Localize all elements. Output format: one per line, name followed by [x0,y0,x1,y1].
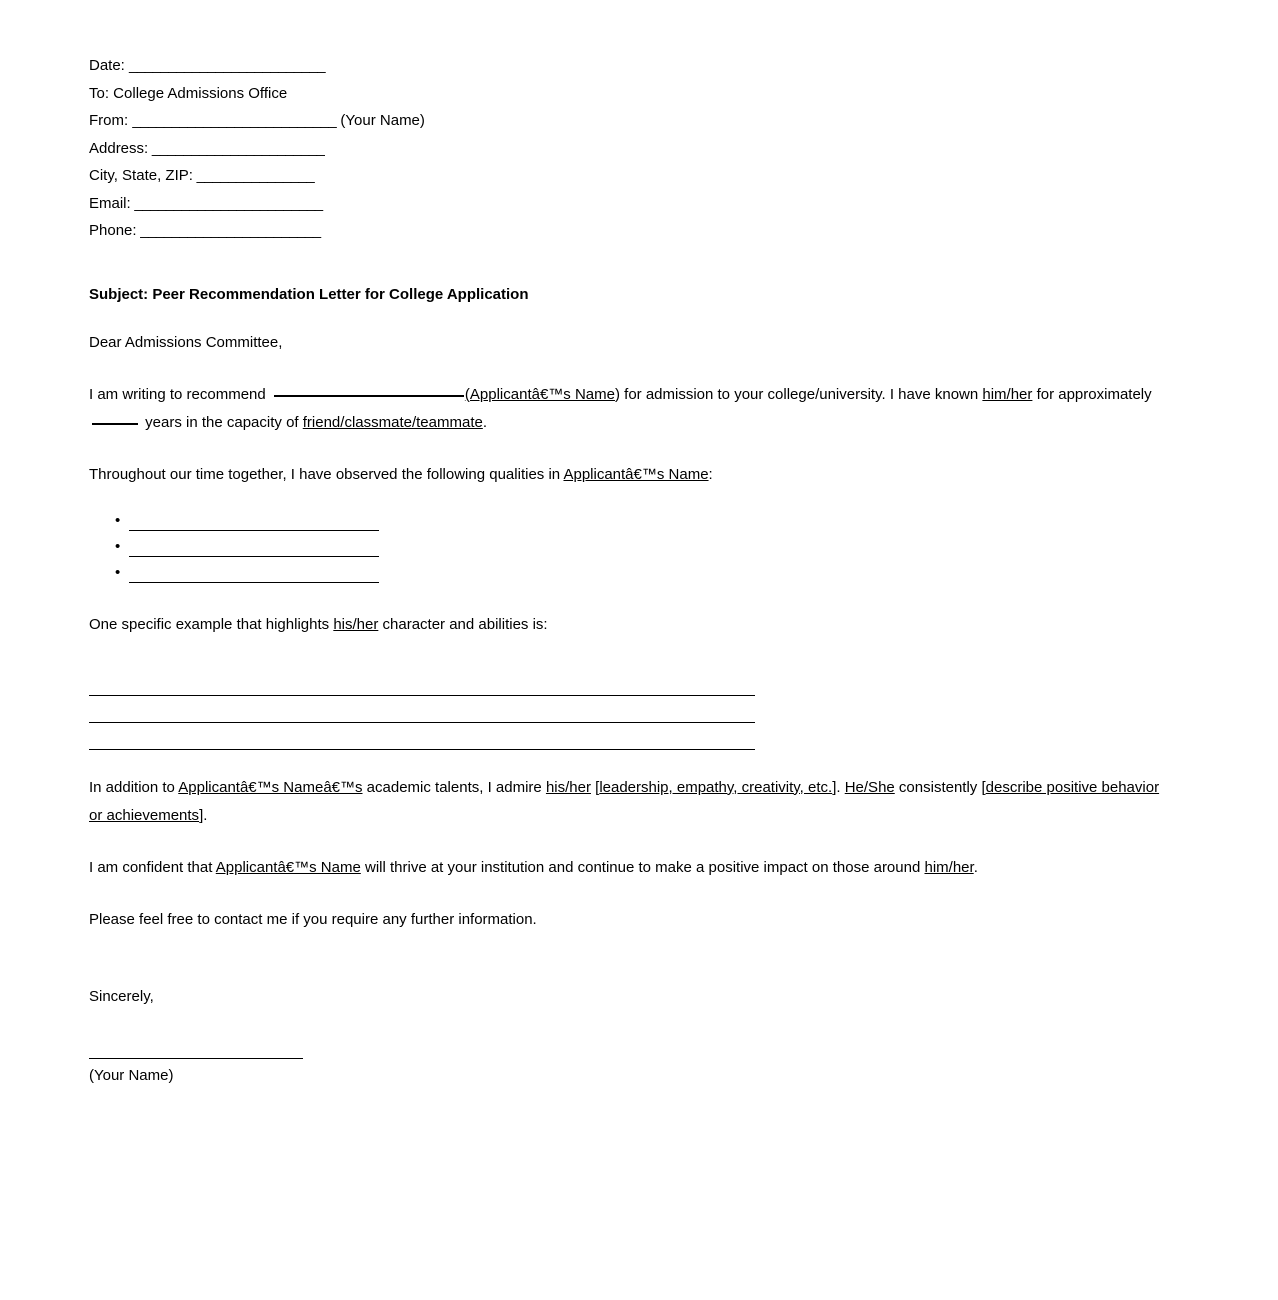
signature-block [89,986,1188,1087]
paragraph-4-part-2: academic talents, I admire [362,778,546,796]
paragraph-2-part-1: Throughout our time together, I have observed the following qualities in [89,465,564,483]
header-blank-city-state-zip[interactable]: _______________ [192,167,315,184]
years-known-blank[interactable] [92,412,138,425]
paragraph-1-part-3: for approximately [1032,385,1152,403]
header-field-from [89,107,1188,135]
applicant-name-placeholder: Applicantâ€™s Name [563,465,709,483]
header-blank-email[interactable]: ________________________ [130,194,323,212]
relationship-placeholder: friend/classmate/teammate [302,413,483,431]
header-field-address [89,135,1188,163]
header-label-email: Email: [89,194,131,212]
applicant-name-placeholder: Applicantâ€™s Name [215,858,361,876]
pronoun-his-her: his/her [545,778,591,796]
paragraph-4-part-6: ]. [199,806,208,824]
list-item[interactable] [89,511,1188,537]
list-item[interactable] [89,563,1188,589]
paragraph-1-part-4: years in the capacity of [141,413,303,431]
signature-line[interactable] [89,1008,303,1059]
quality-blank-3[interactable] [129,563,379,583]
paragraph-confidence [89,854,1173,882]
quality-blank-1[interactable] [129,511,379,531]
paragraph-1-part-5: . [482,413,487,431]
paragraph-4-part-3: [ [590,778,600,796]
pronoun-him-her: him/her [924,858,974,876]
applicant-name-blank[interactable] [274,384,464,397]
applicant-name-placeholder: (Applicantâ€™s Name [464,385,615,403]
paragraph-3-part-1: One specific example that highlights [89,615,334,633]
header-label-city-state-zip: City, State, ZIP: [89,167,193,184]
paragraph-1-part-2: ) for admission to your college/university. I have known [614,385,983,403]
header-field-city-state-zip [89,162,1188,190]
fill-line-3[interactable] [89,723,755,750]
header-label-address: Address: [89,139,149,157]
paragraph-5-part-3: . [973,858,978,876]
header-label-to: To: [89,84,110,102]
paragraph-5-part-1: I am confident that [89,858,216,876]
header-blank-phone[interactable]: _______________________ [136,222,321,239]
qualities-list [89,511,1188,589]
example-fill-lines [89,669,1188,750]
subject-line: Subject: Peer Recommendation Letter for College Application [89,285,529,303]
header-field-to [89,80,1188,108]
paragraph-contact: Please feel free to contact me if you require any further information. [89,910,537,928]
header-field-phone [89,217,1188,245]
quality-blank-2[interactable] [129,537,379,557]
applicant-name-placeholder: Applicantâ€™s Nameâ€™s [178,778,363,796]
paragraph-3-part-2: character and abilities is: [378,615,548,633]
header-label-date: Date: [89,57,125,74]
header-blank-address[interactable]: ______________________ [148,139,325,157]
paragraph-1-part-1: I am writing to recommend [89,385,270,403]
letter-header-block [89,52,1188,245]
paragraph-2-part-2: : [708,465,713,483]
fill-line-1[interactable] [89,669,755,696]
header-blank-date[interactable]: _________________________ [129,57,326,74]
header-label-phone: Phone: [89,222,137,239]
list-item[interactable] [89,537,1188,563]
pronoun-his-her: his/her [333,615,379,633]
closing-salutation: Sincerely, [89,987,154,1005]
header-label-from: From: [89,112,129,129]
header-field-email [89,190,1188,218]
pronoun-him-her: him/her [982,385,1033,403]
paragraph-additional-talents [89,774,1173,830]
header-value-to: College Admissions Office [109,84,288,102]
fill-line-2[interactable] [89,696,755,723]
paragraph-4-part-4: ]. [832,778,845,796]
pronoun-he-she: He/She [844,778,895,796]
header-blank-from[interactable]: __________________________ [132,112,337,129]
paragraph-example-intro [89,611,1173,639]
header-suffix-from: (Your Name) [336,112,425,129]
paragraph-recommend [89,381,1173,437]
bracket-qualities-placeholder: leadership, empathy, creativity, etc. [599,778,833,796]
paragraph-qualities-intro [89,461,1173,489]
paragraph-4-part-1: In addition to [89,778,179,796]
header-field-date [89,52,1188,80]
paragraph-5-part-2: will thrive at your institution and continue to make a positive impact on those around [360,858,925,876]
paragraph-4-part-5: consistently [ [894,778,986,796]
signature-name-placeholder: (Your Name) [89,1066,174,1084]
salutation: Dear Admissions Committee, [89,333,283,351]
bracket-behavior-placeholder: describe positive behavior or achievements [89,778,1160,824]
